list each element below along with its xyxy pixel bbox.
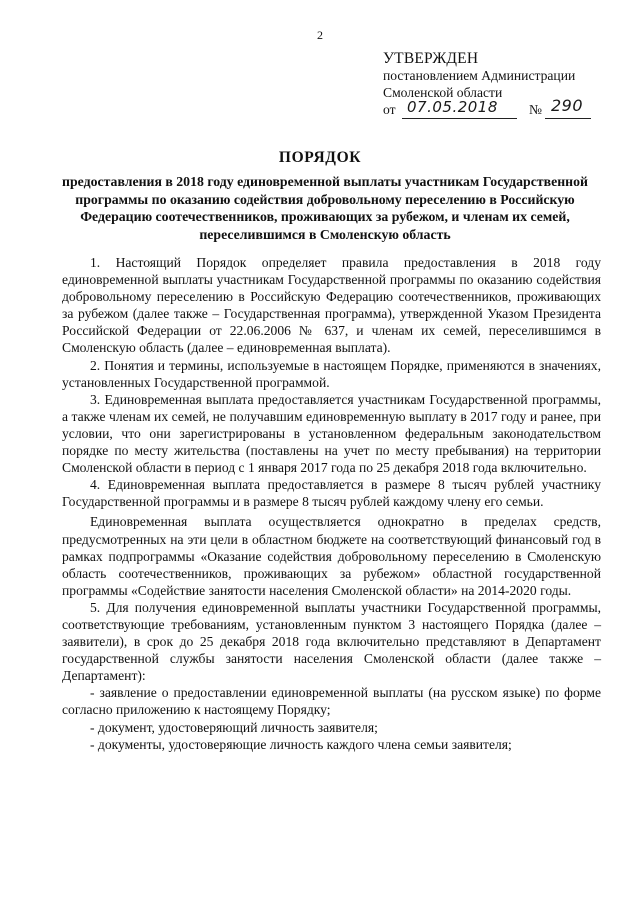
approval-line-1: постановлением Администрации [383,68,576,83]
date-prefix: от [383,102,396,117]
approval-title: УТВЕРЖДЕН [383,50,479,67]
paragraph: 3. Единовременная выплата предоставляется участникам Государственной программы, а также членам их семей, не получавшим единовременную выплату в 2017 году и ранее, при условии, что они зарегистрированы в установленном федеральным законодательством порядке по месту жительства (поставлены на учет по месту пребывания) на территории Смоленской области в период с 1 января 2017 года по 25 декабря 2018 года включительно. [62,391,601,476]
document-title: ПОРЯДОК [278,149,362,166]
paragraph: 2. Понятия и термины, используемые в настоящем Порядке, применяются в значениях, установленных Государственной программой. [62,357,601,390]
number-prefix: № [529,102,542,117]
paragraph: 1. Настоящий Порядок определяет правила предоставления в 2018 году единовременной выплаты участникам Государственной программы по оказанию содействия добровольному переселению в Российскую Федерацию соотечественников, проживающих за рубежом (далее также – Государственная программа), утвержденной Указом Президента Российской Федерации от 22.06.2006 № 637, и членам их семей, переселившимся в Смоленскую область (далее – единовременная выплата). [62,255,601,356]
list-item: - документы, удостоверяющие личность каждого члена семьи заявителя; [90,736,512,752]
number-underline [545,118,591,119]
paragraph: Единовременная выплата осуществляется однократно в пределах средств, предусмотренных на эти цели в областном бюджете на соответствующий финансовый год в рамках подпрограммы «Оказание содействия добровольному переселению в Смоленскую область соотечественников, проживающих за рубежом» областной государственной программы «Содействие занятости населения Смоленской области» на 2014-2020 годы. [62,514,601,598]
page-number: 2 [317,28,323,42]
handwritten-number: 290 [551,96,584,115]
paragraph: 4. Единовременная выплата предоставляется в размере 8 тысяч рублей участнику Государственной программы и в размере 8 тысяч рублей каждому члену его семьи. [62,477,601,510]
approval-date-line [383,96,628,121]
handwritten-date: 07.05.2018 [407,98,498,116]
document-subtitle: предоставления в 2018 году единовременной выплаты участникам Государственной программы по оказанию содействия добровольному переселению в Российскую Федерацию соотечественников, проживающих за рубежом, и членам их семей, переселившимся в Смоленскую область [62,174,588,242]
date-underline [402,118,517,119]
list-item: - документ, удостоверяющий личность заявителя; [90,719,378,735]
paragraph: 5. Для получения единовременной выплаты участники Государственной программы, соответствующие требованиям, установленным пунктом 3 настоящего Порядка (далее – заявители), в срок до 25 декабря 2018 года включительно представляют в Департамент государственной службы занятости населения Смоленской области (далее также – Департамент): [62,599,601,684]
list-item: - заявление о предоставлении единовременной выплаты (на русском языке) по форме согласно приложению к настоящему Порядку; [62,685,601,718]
document-body [62,254,601,753]
approval-line-2: Смоленской области [383,84,503,100]
approval-stamp [383,50,628,121]
